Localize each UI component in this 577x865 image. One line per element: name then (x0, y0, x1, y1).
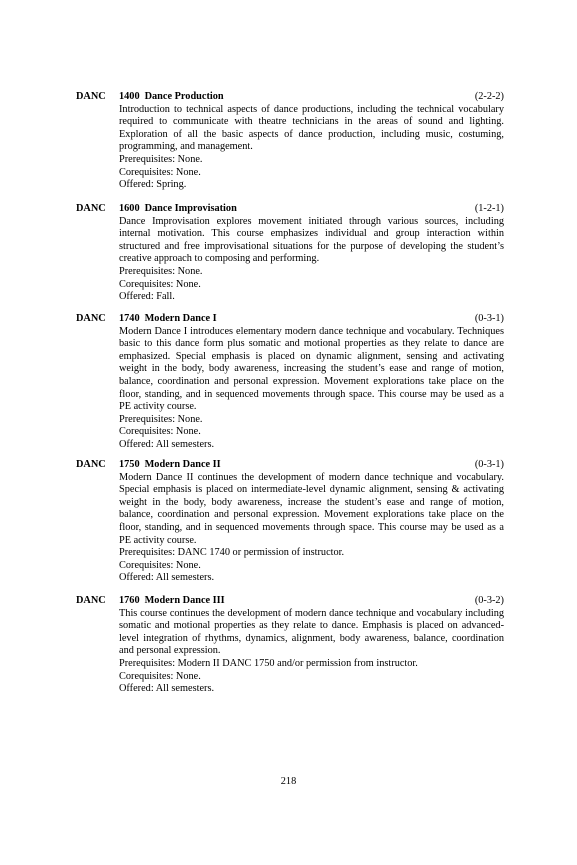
course-hours: (1-2-1) (474, 203, 504, 214)
course-prerequisites: Prerequisites: None. (119, 153, 203, 165)
course-dept: DANC (76, 313, 106, 324)
course-name: Modern Dance II (144, 459, 221, 470)
course-hours: (2-2-2) (474, 91, 504, 102)
course-description: Modern Dance II continues the development of modern dance technique and vocabulary. Special emphasis is placed on intermediate-level dynamic alignment, sensing & activating weight in the body, body awareness, increase the student’s ease and range of motion, balance, coordination and personal expression. Movement explorations take place on the floor, standing, and in sequenced movements through space. This course may be used as a PE activity course. (119, 471, 504, 546)
course-body (119, 608, 504, 696)
course-corequisites: Corequisites: None. (119, 559, 201, 571)
course-dept: DANC (76, 459, 106, 470)
course-number: 1400 (119, 91, 140, 102)
course-hours: (0-3-2) (474, 595, 504, 606)
course-number: 1750 (119, 459, 140, 470)
course-prerequisites: Prerequisites: None. (119, 413, 203, 425)
course-corequisites: Corequisites: None. (119, 426, 201, 438)
course-header (119, 203, 504, 216)
course-header (119, 91, 504, 104)
course-offered: Offered: Fall. (119, 291, 175, 303)
course-prerequisites: Prerequisites: None. (119, 265, 203, 277)
course-title (119, 203, 237, 214)
course-prerequisites: Prerequisites: DANC 1740 or permission of instructor. (119, 547, 345, 559)
course-number: 1760 (119, 595, 140, 606)
course-offered: Offered: All semesters. (119, 438, 215, 450)
course-corequisites: Corequisites: None. (119, 278, 201, 290)
course-offered: Offered: Spring. (119, 179, 187, 191)
course-header (119, 313, 504, 326)
course-description: Modern Dance I introduces elementary modern dance technique and vocabulary. Techniques basic to this dance form plus somatic and motional properties as they relate to dance are emphasized. Special emphasis is placed on dynamic alignment, sensing and activating weight in the body, body awareness, increasing the student’s ease and range of motion, balance, coordination and personal expression. Movement explorations take place on the floor, standing, and in sequenced movements through space. This course may be used as a PE activity course. (119, 325, 504, 413)
course-description: This course continues the development of modern dance technique and vocabulary including somatic and motional properties as they relate to dance. Emphasis is placed on advanced-level integration of rhythms, dynamics, alignment, body awareness, balance, coordination and personal expression. (119, 607, 504, 657)
course-title (119, 91, 224, 102)
course-description: Dance Improvisation explores movement initiated through various sources, including internal motivation. This course emphasizes individual and group interaction within structured and free improvisational situations for the purpose of developing the student’s creative approach to composing and performing. (119, 215, 504, 265)
course-title (119, 595, 225, 606)
course-dept: DANC (76, 203, 106, 214)
course-name: Dance Production (144, 91, 224, 102)
course-number: 1740 (119, 313, 140, 324)
course-offered: Offered: All semesters. (119, 572, 215, 584)
course-dept: DANC (76, 595, 106, 606)
course-number: 1600 (119, 203, 140, 214)
course-title (119, 313, 217, 324)
course-description: Introduction to technical aspects of dance productions, including the technical vocabulary required to communicate with theatre technicians in the areas of sound and lighting. Exploration of all the basic aspects of dance production, including music, costuming, programming, and management. (119, 103, 504, 153)
course-name: Modern Dance III (144, 595, 225, 606)
course-header (119, 595, 504, 608)
course-dept: DANC (76, 91, 106, 102)
course-body (119, 326, 504, 452)
course-hours: (0-3-1) (474, 459, 504, 470)
course-body (119, 216, 504, 304)
course-prerequisites: Prerequisites: Modern II DANC 1750 and/or permission from instructor. (119, 657, 418, 669)
course-body (119, 104, 504, 192)
course-hours: (0-3-1) (474, 313, 504, 324)
course-offered: Offered: All semesters. (119, 683, 215, 695)
course-name: Dance Improvisation (144, 203, 237, 214)
course-title (119, 459, 221, 470)
course-body (119, 472, 504, 585)
course-name: Modern Dance I (144, 313, 217, 324)
course-header (119, 459, 504, 472)
course-corequisites: Corequisites: None. (119, 670, 201, 682)
page-number: 218 (280, 776, 297, 787)
course-corequisites: Corequisites: None. (119, 166, 201, 178)
